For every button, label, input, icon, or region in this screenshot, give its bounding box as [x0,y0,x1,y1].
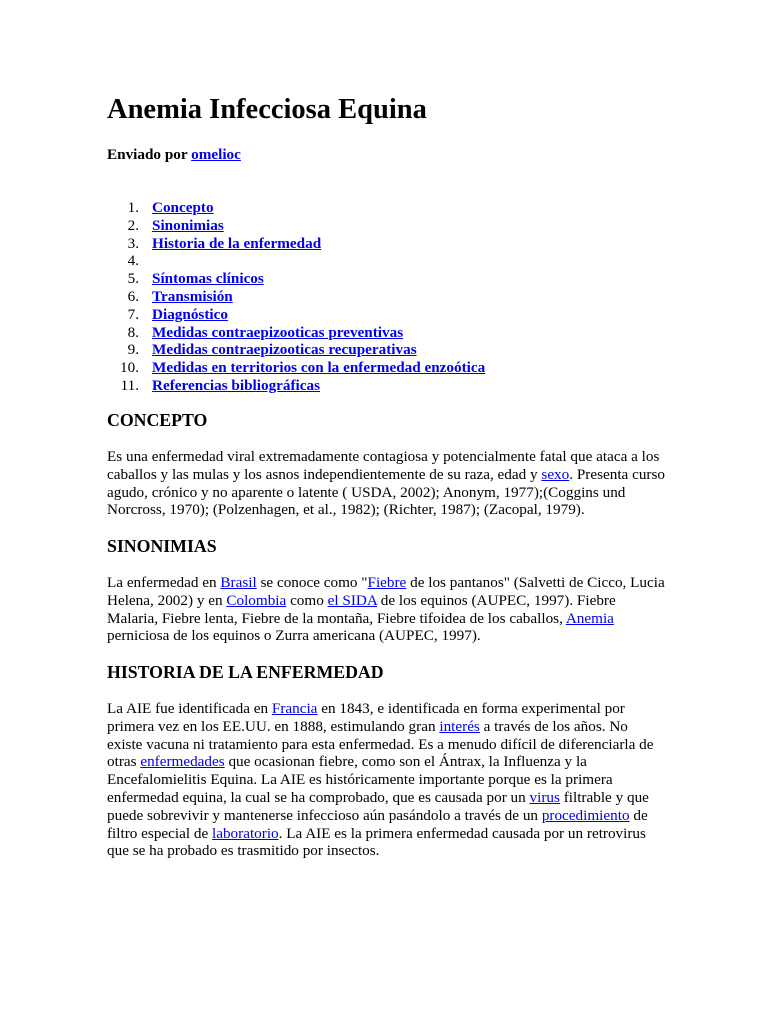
toc-item-number: 1. [127,199,139,216]
toc-link[interactable]: Medidas contraepizooticas preventivas [152,323,404,341]
toc-item-number: 3. [127,234,139,252]
inline-link[interactable]: Francia [271,700,318,717]
text-line: caballos y las mulas y los asnos independientemente de su raza, edad y sexo. Presenta curso [107,465,665,483]
text-line: Es una enfermedad viral extremadamente contagiosa y potencialmente fatal que ataca a los [107,448,660,465]
toc-item-number: 2. [127,216,139,234]
toc-link[interactable]: Transmisión [152,287,233,305]
text-line: existe vacuna ni tratamiento para esta enfermedad. Es a menudo difícil de diferenciarla de [107,735,654,753]
inline-link[interactable]: Fiebre [367,574,407,591]
sender-link[interactable]: omelioc [191,146,241,163]
toc-link[interactable]: Medidas en territorios con la enfermedad enzoótica [152,359,486,377]
inline-link[interactable]: procedimiento [541,806,630,824]
text-line: enfermedad equina, la cual se ha comprobado, que es causada por un virus filtrable y que [107,788,649,806]
toc-item [107,235,667,253]
inline-link[interactable]: virus [529,788,560,806]
inline-link[interactable]: el SIDA [327,591,377,609]
toc-link[interactable]: Diagnóstico [152,305,228,323]
sender-line [107,146,241,164]
paragraph-sinonimias [107,574,665,645]
toc-item [107,359,667,377]
toc-item-number: 11. [120,376,139,394]
text-line: puede sobrevivir y mantenerse infeccioso aún pasándolo a través de un procedimiento de [107,806,648,824]
inline-link[interactable]: Brasil [220,574,257,591]
toc-item [107,288,667,306]
toc-item-number: 7. [127,305,139,323]
toc-item [107,270,667,288]
toc-item [107,199,667,217]
text-line: otras enfermedades que ocasionan fiebre, como son el Ántrax, la Influenza y la [107,753,587,771]
section-heading-concepto: CONCEPTO [107,410,208,430]
inline-link[interactable]: enfermedades [140,753,225,771]
toc-link[interactable]: Sinonimias [152,216,224,234]
toc-item [107,324,667,342]
inline-link[interactable]: laboratorio [212,824,279,842]
inline-link[interactable]: Colombia [226,591,287,609]
inline-link[interactable]: Anemia [565,609,614,627]
toc-item-number: 9. [127,341,139,359]
text-line: perniciosa de los equinos o Zurra americana (AUPEC, 1997). [107,627,481,645]
text-line: La AIE fue identificada en Francia en 1843, e identificada en forma experimental por [107,700,625,717]
text-line: Norcross, 1970); (Polzenhagen, et al., 1982); (Richter, 1987); (Zacopal, 1979). [107,501,585,519]
text-line: que se ha probado es trasmitido por insectos. [107,842,380,860]
section-heading-sinonimias: SINONIMIAS [107,536,217,556]
text-line: filtro especial de laboratorio. La AIE es la primera enfermedad causada por un retrovirus [107,824,646,842]
toc-item [107,252,667,270]
toc-link[interactable]: Referencias bibliográficas [152,376,321,394]
text-line: Encefalomielitis Equina. La AIE es históricamente importante porque es la primera [107,771,613,789]
toc-link[interactable]: Síntomas clínicos [152,270,264,288]
toc-item [107,217,667,235]
toc-item-number: 10. [120,359,139,377]
inline-link[interactable]: interés [439,717,480,735]
toc-item-number: 8. [127,323,139,341]
text-line: La enfermedad en Brasil se conoce como "Fiebre de los pantanos" (Salvetti de Cicco, Lucia [107,574,665,591]
toc-item-number: 4. [127,252,139,270]
table-of-contents [107,199,667,395]
text-line: agudo, crónico y no aparente o latente ( USDA, 2002); Anonym, 1977);(Coggins und [107,483,626,501]
page-title: Anemia Infecciosa Equina [107,94,427,125]
text-line: Malaria, Fiebre lenta, Fiebre de la montaña, Fiebre tifoidea de los caballos, Anemia [107,609,614,627]
toc-link[interactable]: Medidas contraepizooticas recuperativas [152,341,417,359]
toc-link[interactable]: Historia de la enfermedad [152,234,322,252]
text-line: Helena, 2002) y en Colombia como el SIDA de los equinos (AUPEC, 1997). Fiebre [107,591,616,609]
paragraph-historia [107,700,654,860]
paragraph-concepto [107,448,665,519]
toc-item-number: 6. [127,287,139,305]
toc-item [107,377,667,395]
section-heading-historia: HISTORIA DE LA ENFERMEDAD [107,662,384,682]
toc-link[interactable]: Concepto [152,199,214,216]
toc-item-number: 5. [127,270,139,288]
sender-label: Enviado por [107,146,188,163]
inline-link[interactable]: sexo [541,465,570,483]
text-line: primera vez en los EE.UU. en 1888, estimulando gran interés a través de los años. No [107,717,628,735]
toc-item [107,341,667,359]
toc-item [107,306,667,324]
